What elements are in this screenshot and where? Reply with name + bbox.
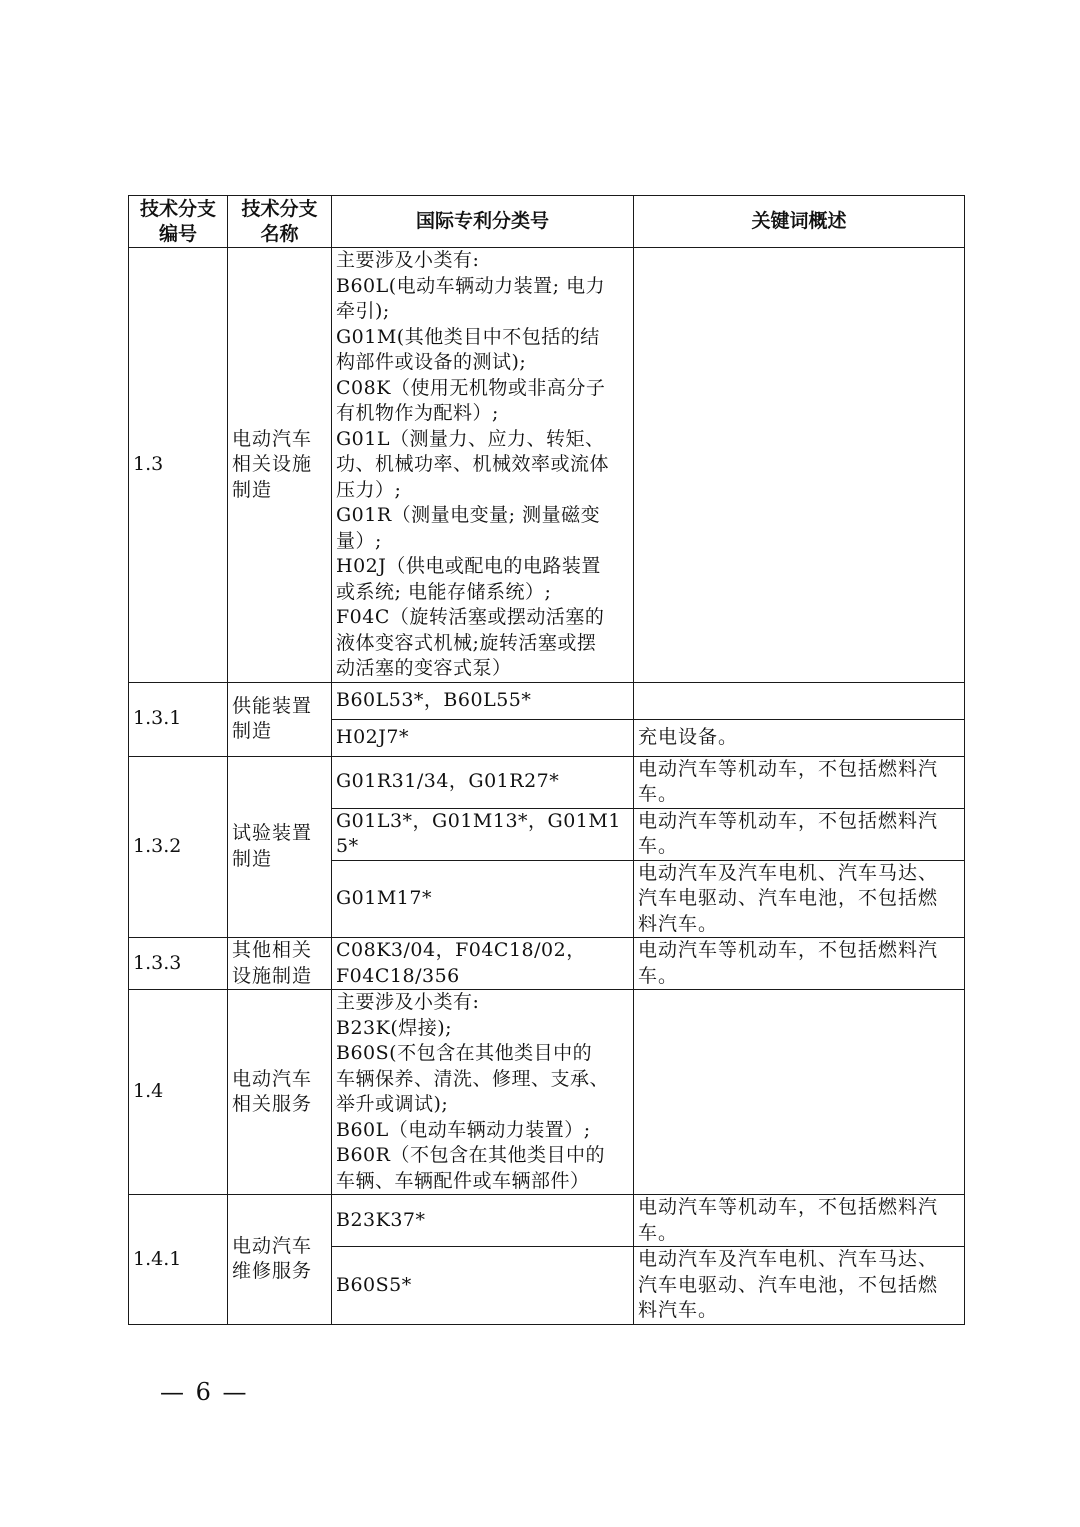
keywords bbox=[634, 248, 965, 683]
text-line: B60S(不包含在其他类目中的 bbox=[336, 1042, 593, 1064]
text-line: C08K3/04，F04C18/02， bbox=[336, 939, 586, 961]
text-line: B60R（不包含在其他类目中的 bbox=[336, 1144, 605, 1166]
keywords bbox=[634, 756, 965, 808]
ipc-codes: G01L3*，G01M13*，G01M15* bbox=[332, 808, 634, 860]
page-number: — 6 — bbox=[160, 1378, 249, 1406]
branch-number: 1.3 bbox=[129, 248, 228, 683]
ipc-codes bbox=[332, 990, 634, 1195]
text-line: 电动汽车 bbox=[232, 1067, 313, 1090]
header-keywords: 关键词概述 bbox=[634, 196, 965, 248]
text-line: 料汽车。 bbox=[638, 1299, 719, 1321]
branch-name bbox=[228, 1195, 332, 1325]
table-row bbox=[129, 756, 965, 808]
text-line: 料汽车。 bbox=[638, 912, 719, 935]
text-line: 电动汽车及汽车电机、汽车马达、 bbox=[638, 861, 939, 884]
header-branch-number bbox=[129, 196, 228, 248]
text-line: G01M(其他类目中不包括的结 bbox=[336, 325, 600, 348]
text-line: 试验装置 bbox=[232, 822, 313, 845]
text-line: 主要涉及小类有: bbox=[336, 249, 480, 271]
branch-name bbox=[228, 248, 332, 683]
text-line: H02J（供电或配电的电路装置 bbox=[336, 555, 601, 577]
keywords: 充电设备。 bbox=[634, 719, 965, 756]
text-line: 车。 bbox=[638, 835, 679, 857]
ipc-codes: H02J7* bbox=[332, 719, 634, 756]
branch-name bbox=[228, 756, 332, 938]
text-line: 电动汽车及汽车电机、汽车马达、 bbox=[638, 1248, 939, 1270]
text-line: 电动汽车等机动车，不包括燃料汽 bbox=[638, 809, 939, 832]
text-line: G01R（测量电变量; 测量磁变 bbox=[336, 504, 601, 526]
ipc-codes bbox=[332, 248, 634, 683]
keywords bbox=[634, 1195, 965, 1247]
text-line: 车。 bbox=[638, 1221, 679, 1244]
text-line: 构部件或设备的测试); bbox=[336, 351, 527, 373]
text-line: 或系统; 电能存储系统）; bbox=[336, 580, 552, 603]
table-row bbox=[129, 248, 965, 683]
keywords bbox=[634, 682, 965, 719]
text-line: 功、机械功率、机械效率或流体 bbox=[336, 453, 610, 475]
ipc-codes: G01M17* bbox=[332, 860, 634, 938]
branch-number: 1.3.2 bbox=[129, 756, 228, 938]
ipc-codes bbox=[332, 938, 634, 990]
branch-number: 1.4 bbox=[129, 990, 228, 1195]
branch-name bbox=[228, 938, 332, 990]
branch-name bbox=[228, 682, 332, 756]
text-line: 主要涉及小类有: bbox=[336, 991, 480, 1013]
text-line: 制造 bbox=[232, 847, 273, 870]
table-row bbox=[129, 990, 965, 1195]
header-line: 名称 bbox=[260, 222, 299, 245]
text-line: 其他相关 bbox=[232, 939, 313, 961]
text-line: 车。 bbox=[638, 964, 679, 987]
keywords bbox=[634, 1247, 965, 1325]
keywords bbox=[634, 808, 965, 860]
text-line: 相关设施 bbox=[232, 453, 313, 475]
keywords bbox=[634, 938, 965, 990]
text-line: 液体变容式机械;旋转活塞或摆 bbox=[336, 631, 597, 654]
ipc-classification-table bbox=[128, 195, 965, 1325]
text-line: 有机物作为配料）; bbox=[336, 402, 499, 424]
text-line: 电动汽车等机动车，不包括燃料汽 bbox=[638, 757, 939, 780]
text-line: 电动汽车 bbox=[232, 1234, 313, 1257]
branch-name bbox=[228, 990, 332, 1195]
table-row bbox=[129, 682, 965, 719]
text-line: 汽车电驱动、汽车电池，不包括燃 bbox=[638, 887, 939, 909]
text-line: 电动汽车 bbox=[232, 427, 313, 450]
header-line: 编号 bbox=[158, 222, 197, 245]
text-line: 设施制造 bbox=[232, 964, 313, 987]
text-line: 牵引); bbox=[336, 300, 390, 322]
table-row bbox=[129, 938, 965, 990]
text-line: 车。 bbox=[638, 783, 679, 805]
ipc-codes: B23K37* bbox=[332, 1195, 634, 1247]
header-branch-name bbox=[228, 196, 332, 248]
header-line: 技术分支 bbox=[241, 197, 318, 220]
text-line: 制造 bbox=[232, 478, 273, 501]
text-line: 维修服务 bbox=[232, 1260, 313, 1283]
text-line: C08K（使用无机物或非高分子 bbox=[336, 376, 606, 399]
text-line: B23K(焊接); bbox=[336, 1016, 453, 1039]
branch-number: 1.3.1 bbox=[129, 682, 228, 756]
text-line: 电动汽车等机动车，不包括燃料汽 bbox=[638, 939, 939, 961]
header-ipc: 国际专利分类号 bbox=[332, 196, 634, 248]
text-line: B60L(电动车辆动力装置; 电力 bbox=[336, 274, 606, 297]
ipc-codes: B60S5* bbox=[332, 1247, 634, 1325]
text-line: B60L（电动车辆动力装置）; bbox=[336, 1118, 591, 1141]
keywords bbox=[634, 860, 965, 938]
text-line: 举升或调试); bbox=[336, 1093, 449, 1115]
text-line: 电动汽车等机动车，不包括燃料汽 bbox=[638, 1196, 939, 1218]
header-row bbox=[129, 196, 965, 248]
branch-number: 1.4.1 bbox=[129, 1195, 228, 1325]
text-line: 车辆、车辆配件或车辆部件） bbox=[336, 1169, 590, 1192]
header-line: 技术分支 bbox=[139, 197, 216, 220]
text-line: 车辆保养、清洗、修理、支承、 bbox=[336, 1067, 610, 1090]
table-row bbox=[129, 1195, 965, 1247]
ipc-codes: G01R31/34，G01R27* bbox=[332, 756, 634, 808]
branch-number: 1.3.3 bbox=[129, 938, 228, 990]
text-line: 动活塞的变容式泵） bbox=[336, 657, 512, 679]
text-line: 量）; bbox=[336, 529, 382, 552]
text-line: G01L（测量力、应力、转矩、 bbox=[336, 427, 605, 450]
text-line: 制造 bbox=[232, 720, 273, 742]
keywords bbox=[634, 990, 965, 1195]
text-line: F04C18/356 bbox=[336, 964, 460, 987]
text-line: 压力）; bbox=[336, 478, 402, 501]
text-line: F04C（旋转活塞或摆动活塞的 bbox=[336, 606, 605, 628]
text-line: 供能装置 bbox=[232, 694, 313, 717]
text-line: 相关服务 bbox=[232, 1093, 313, 1115]
ipc-codes: B60L53*，B60L55* bbox=[332, 682, 634, 719]
text-line: 汽车电驱动、汽车电池，不包括燃 bbox=[638, 1273, 939, 1296]
